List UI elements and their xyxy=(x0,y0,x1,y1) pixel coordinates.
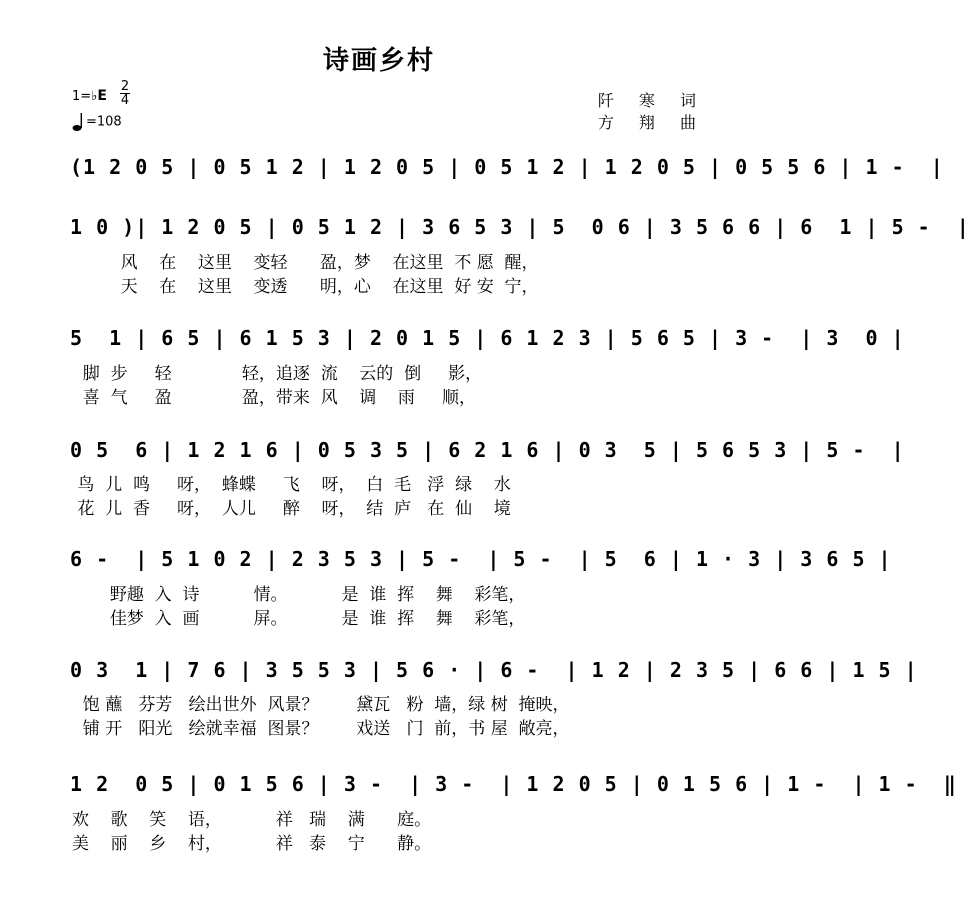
tempo-value: =108 xyxy=(86,114,122,130)
score-row-4-notes: 0 5 6 | 1 2 1 6 | 0 5 3 5 | 6 2 1 6 | 0 3 5 | 5 6 5 3 | 5 - | xyxy=(70,438,905,462)
score-row-5-notes: 6 - | 5 1 0 2 | 2 3 5 3 | 5 - | 5 - | 5 6 | 1 · 3 | 3 6 5 | xyxy=(70,547,892,571)
score-row-7-notes: 1 2 0 5 | 0 1 5 6 | 3 - | 3 - | 1 2 0 5 | 0 1 5 6 | 1 - | 1 - ‖ xyxy=(70,772,957,796)
meter-bottom: 4 xyxy=(120,93,130,108)
flat-icon: ♭ xyxy=(91,89,98,104)
key-note: E xyxy=(97,88,107,104)
score-row-4-lyric-verse2: 花 儿 香 呀， 人儿 醉 呀， 结 庐 在 仙 境 xyxy=(72,499,511,519)
score-row-6-lyric-verse1: 饱 蘸 芬芳 绘出世外 风景？ 黛瓦 粉 墙，绿 树 掩映， xyxy=(72,695,570,715)
score-row-6-lyric-verse2: 铺 开 阳光 绘就幸福 图景？ 戏送 门 前，书 屋 敞亮， xyxy=(72,719,570,739)
score-row-3-notes: 5 1 | 6 5 | 6 1 5 3 | 2 0 1 5 | 6 1 2 3 | 5 6 5 | 3 - | 3 0 | xyxy=(70,326,905,350)
lyricist-credit: 阡 寒 词 xyxy=(597,91,706,110)
song-title: 诗画乡村 xyxy=(322,46,435,76)
score-row-2-notes: 1 0 )| 1 2 0 5 | 0 5 1 2 | 3 6 5 3 | 5 0 6 | 3 5 6 6 | 6 1 | 5 - | xyxy=(70,215,970,239)
meter-top: 2 xyxy=(120,79,130,94)
key-prefix: 1= xyxy=(72,89,92,104)
score-row-7-lyric-verse2: 美 丽 乡 村， 祥 泰 宁 静。 xyxy=(72,834,432,854)
score-row-4-lyric-verse1: 鸟 儿 鸣 呀， 蜂蝶 飞 呀， 白 毛 浮 绿 水 xyxy=(72,475,511,495)
time-signature xyxy=(120,80,130,107)
score-row-5-lyric-verse1: 野趣 入 诗 情。 是 谁 挥 舞 彩笔， xyxy=(72,585,526,605)
score-row-2-lyric-verse2: 天 在 这里 变透 明，心 在这里 好 安 宁， xyxy=(72,277,539,297)
tempo-marking xyxy=(72,112,122,132)
score-row-2-lyric-verse1: 风 在 这里 变轻 盈，梦 在这里 不 愿 醒， xyxy=(72,253,539,273)
score-row-7-lyric-verse1: 欢 歌 笑 语， 祥 瑞 满 庭。 xyxy=(72,810,432,830)
composer-credit: 方 翔 曲 xyxy=(597,113,706,132)
score-row-6-notes: 0 3 1 | 7 6 | 3 5 5 3 | 5 6 · | 6 - | 1 2 | 2 3 5 | 6 6 | 1 5 | xyxy=(70,658,918,682)
score-row-1-notes: (1 2 0 5 | 0 5 1 2 | 1 2 0 5 | 0 5 1 2 | 1 2 0 5 | 0 5 5 6 | 1 - | xyxy=(70,155,944,179)
score-row-5-lyric-verse2: 佳梦 入 画 屏。 是 谁 挥 舞 彩笔， xyxy=(72,609,526,629)
score-row-3-lyric-verse2: 喜 气 盈 盈，带来 风 调 雨 顺， xyxy=(72,388,476,408)
key-signature xyxy=(72,88,107,104)
score-row-3-lyric-verse1: 脚 步 轻 轻，追逐 流 云的 倒 影， xyxy=(72,364,483,384)
quarter-note-icon xyxy=(72,112,86,132)
